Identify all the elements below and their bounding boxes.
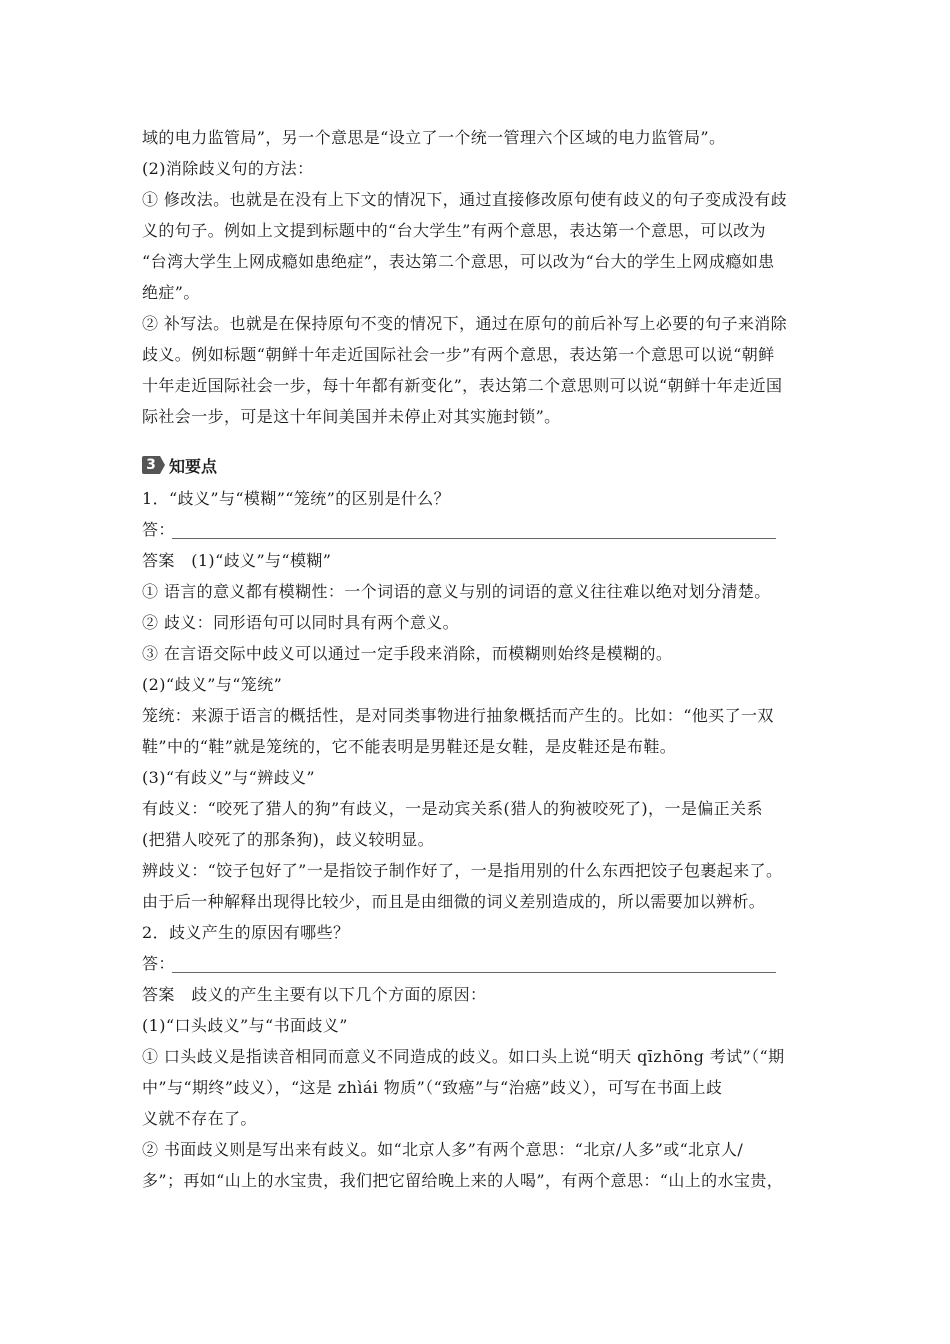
answer-line: (1)“口头歧义”与“书面歧义” (142, 1016, 348, 1035)
answer-line: ② 歧义：同形语句可以同时具有两个意义。 (142, 613, 460, 632)
text-line: 绝症”。 (142, 283, 200, 302)
answer-line: 有歧义：“咬死了猎人的狗”有歧义，一是动宾关系(猎人的狗被咬死了)，一是偏正关系 (142, 799, 763, 818)
text-line: ② 补写法。也就是在保持原句不变的情况下，通过在原句的前后补写上必要的句子来消除 (142, 314, 788, 333)
text-line: 际社会一步，可是这十年间美国并未停止对其实施封锁”。 (142, 407, 561, 426)
text-line: 歧义。例如标题“朝鲜十年走近国际社会一步”有两个意思，表达第一个意思可以说“朝鲜 (142, 345, 775, 364)
question-2: 2．歧义产生的原因有哪些？ (142, 923, 350, 942)
answer-line: (2)“歧义”与“笼统” (142, 675, 283, 694)
answer-blank-line-1[interactable] (172, 538, 776, 539)
answer-line: 辨歧义：“饺子包好了”一是指饺子制作好了，一是指用别的什么东西把饺子包裹起来了。 (142, 861, 783, 880)
answer-prompt-1: 答： (142, 520, 175, 539)
question-1: 1．“歧义”与“模糊”“笼统”的区别是什么？ (142, 489, 451, 508)
text-line: 域的电力监管局”，另一个意思是“设立了一个统一管理六个区域的电力监管局”。 (142, 128, 726, 147)
answer-blank-line-2[interactable] (172, 972, 776, 973)
section-title: 知要点 (169, 456, 218, 476)
answer-line: ① 口头歧义是指读音相同而意义不同造成的歧义。如口头上说“明天 qīzhōng 考试”（“期 (142, 1047, 785, 1066)
text-line: “台湾大学生上网成瘾如患绝症”，表达第二个意思，可以改为“台大的学生上网成瘾如患 (142, 252, 775, 271)
answer-line: 义就不存在了。 (142, 1109, 257, 1128)
answer-line: 由于后一种解释出现得比较少，而且是由细微的词义差别造成的，所以需要加以辨析。 (142, 892, 766, 911)
answer-prompt-2: 答： (142, 954, 175, 973)
text-line: 义的句子。例如上文提到标题中的“台大学生”有两个意思，表达第一个意思，可以改为 (142, 221, 766, 240)
answer-line: 笼统：来源于语言的概括性，是对同类事物进行抽象概括而产生的。比如：“他买了一双 (142, 706, 774, 725)
answer-line: ② 书面歧义则是写出来有歧义。如“北京人多”有两个意思：“北京/人多”或“北京人/ (142, 1140, 744, 1159)
answer-line: 鞋”中的“鞋”就是笼统的，它不能表明是男鞋还是女鞋，是皮鞋还是布鞋。 (142, 737, 677, 756)
section-number-badge: 3 (142, 456, 160, 474)
answer-line: ① 语言的意义都有模糊性：一个词语的意义与别的词语的意义往往难以绝对划分清楚。 (142, 582, 771, 601)
text-line: 十年走近国际社会一步，每十年都有新变化”，表达第二个意思则可以说“朝鲜十年走近国 (142, 376, 783, 395)
answer-line: 答案 (1)“歧义”与“模糊” (142, 551, 332, 570)
text-line: ① 修改法。也就是在没有上下文的情况下，通过直接修改原句使有歧义的句子变成没有歧 (142, 190, 788, 209)
answer-line: 多”；再如“山上的水宝贵，我们把它留给晚上来的人喝”，有两个意思：“山上的水宝贵， (142, 1171, 784, 1190)
answer-line: 答案 歧义的产生主要有以下几个方面的原因： (142, 985, 487, 1004)
answer-line: 中”与“期终”歧义），“这是 zhìái 物质”（“致癌”与“治癌”歧义），可写在书面上歧 (142, 1078, 723, 1097)
text-line: (2)消除歧义句的方法： (142, 159, 314, 178)
section-heading (142, 454, 217, 476)
answer-line: (3)“有歧义”与“辨歧义” (142, 768, 315, 787)
answer-line: ③ 在言语交际中歧义可以通过一定手段来消除，而模糊则始终是模糊的。 (142, 644, 673, 663)
answer-line: (把猎人咬死了的那条狗)，歧义较明显。 (142, 830, 435, 849)
